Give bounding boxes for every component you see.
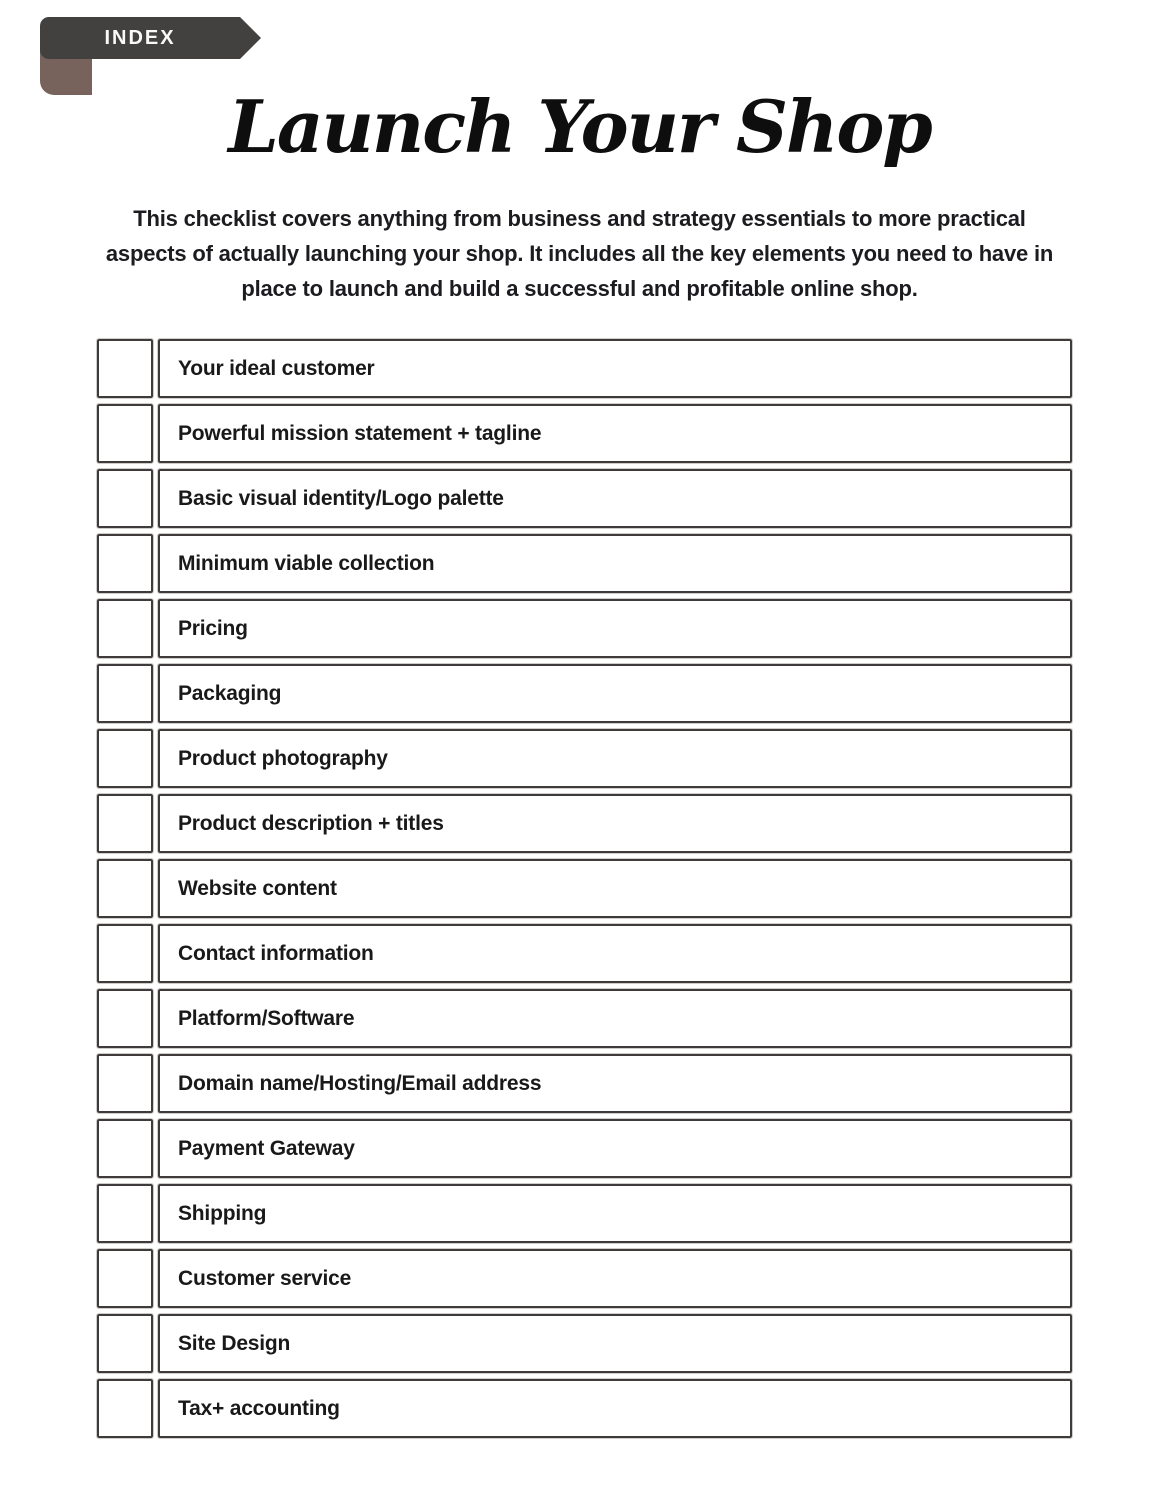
checkbox[interactable] — [97, 1119, 153, 1178]
checklist-row — [97, 1119, 1072, 1178]
checkbox[interactable] — [97, 794, 153, 853]
checkbox[interactable] — [97, 469, 153, 528]
checklist-row — [97, 1249, 1072, 1308]
checklist-row — [97, 1314, 1072, 1373]
ribbon-arrow-shape — [240, 17, 261, 59]
checklist-item-label: Customer service — [158, 1249, 1072, 1308]
checklist-row — [97, 859, 1072, 918]
checklist-row — [97, 404, 1072, 463]
checklist-item-label: Packaging — [158, 664, 1072, 723]
checklist-item-label: Payment Gateway — [158, 1119, 1072, 1178]
checkbox[interactable] — [97, 534, 153, 593]
checkbox[interactable] — [97, 1184, 153, 1243]
checklist-row — [97, 534, 1072, 593]
checklist — [97, 339, 1072, 1444]
checkbox[interactable] — [97, 859, 153, 918]
checklist-item-label: Platform/Software — [158, 989, 1072, 1048]
checkbox[interactable] — [97, 599, 153, 658]
checklist-item-label: Site Design — [158, 1314, 1072, 1373]
checkbox[interactable] — [97, 1379, 153, 1438]
checkbox[interactable] — [97, 339, 153, 398]
page-title: Launch Your Shop — [228, 84, 931, 169]
checkbox[interactable] — [97, 664, 153, 723]
checklist-row — [97, 1054, 1072, 1113]
checklist-item-label: Minimum viable collection — [158, 534, 1072, 593]
checklist-item-label: Powerful mission statement + tagline — [158, 404, 1072, 463]
checklist-item-label: Product description + titles — [158, 794, 1072, 853]
checklist-row — [97, 924, 1072, 983]
checkbox[interactable] — [97, 924, 153, 983]
checklist-item-label: Website content — [158, 859, 1072, 918]
checklist-row — [97, 1184, 1072, 1243]
checklist-row — [97, 339, 1072, 398]
checklist-item-label: Shipping — [158, 1184, 1072, 1243]
checklist-row — [97, 1379, 1072, 1438]
checklist-item-label: Pricing — [158, 599, 1072, 658]
intro-text: This checklist covers anything from business and strategy essentials to more practical aspects of actually launching your shop. It includes all the key elements you need to have in place to launch and build a successful and profitable online shop. — [105, 206, 1054, 301]
checklist-item-label: Contact information — [158, 924, 1072, 983]
checkbox[interactable] — [97, 989, 153, 1048]
checklist-row — [97, 599, 1072, 658]
checklist-item-label: Tax+ accounting — [158, 1379, 1072, 1438]
checklist-row — [97, 794, 1072, 853]
index-tab-body — [40, 17, 240, 59]
checkbox[interactable] — [97, 729, 153, 788]
checklist-item-label: Your ideal customer — [158, 339, 1072, 398]
checklist-row — [97, 469, 1072, 528]
checklist-row — [97, 664, 1072, 723]
checklist-item-label: Domain name/Hosting/Email address — [158, 1054, 1072, 1113]
checklist-row — [97, 989, 1072, 1048]
index-tab[interactable] — [40, 17, 260, 79]
checklist-item-label: Basic visual identity/Logo palette — [158, 469, 1072, 528]
checklist-item-label: Product photography — [158, 729, 1072, 788]
checkbox[interactable] — [97, 1054, 153, 1113]
checkbox[interactable] — [97, 1249, 153, 1308]
checkbox[interactable] — [97, 1314, 153, 1373]
index-tab-label: INDEX — [104, 26, 176, 49]
checkbox[interactable] — [97, 404, 153, 463]
checklist-row — [97, 729, 1072, 788]
